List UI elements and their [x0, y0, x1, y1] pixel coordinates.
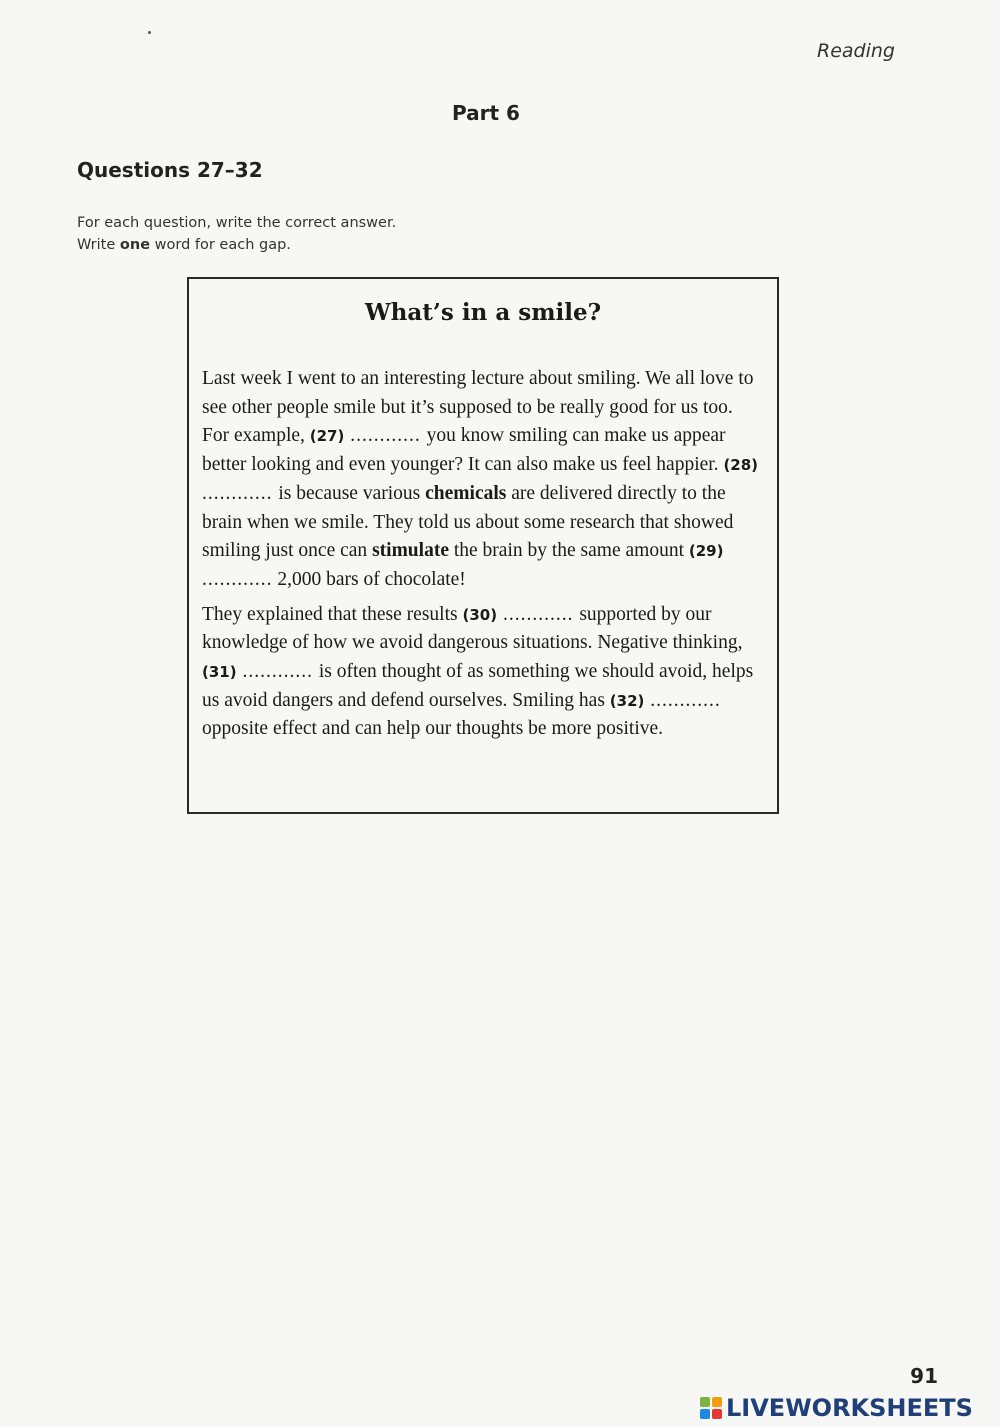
- instruction-line-1: For each question, write the correct answer.: [77, 215, 397, 231]
- gap-27-number: (27): [309, 427, 345, 446]
- logo-text: LIVEWORKSHEETS: [726, 1394, 973, 1422]
- reading-passage-box: [187, 277, 779, 814]
- liveworksheets-logo[interactable]: [700, 1394, 973, 1422]
- keyword-stimulate: stimulate: [372, 540, 449, 562]
- page-number: 91: [910, 1364, 938, 1388]
- questions-title: Questions 27–32: [77, 158, 263, 182]
- scan-mark: [148, 31, 151, 34]
- logo-cell-orange: [712, 1397, 722, 1407]
- gap-30-blank[interactable]: ............: [497, 603, 580, 625]
- part-title: Part 6: [452, 101, 520, 125]
- passage-title: What’s in a smile?: [364, 299, 602, 326]
- logo-cell-green: [700, 1397, 710, 1407]
- gap-32-blank[interactable]: ............: [644, 689, 721, 711]
- gap-28-number: (28): [723, 456, 759, 475]
- gap-28-blank[interactable]: ............: [202, 482, 279, 504]
- paragraph-1: Last week I went to an interesting lecture about smiling. We all love to see other people smile but it’s supposed to be really good for us too. For example, (27) ............ you know smiling can make us appear better looking and even younger? It can also make us feel happier. (28) ............ is because various chemicals are delivered directly to the brain when we smile. They told us about some research that showed smiling just once can stimulate the brain by the same amount (29) ............ 2,000 bars of chocolate!: [202, 368, 759, 590]
- passage-text: [202, 365, 762, 744]
- gap-32-number: (32): [609, 691, 645, 710]
- section-header: Reading: [817, 40, 895, 62]
- gap-31-number: (31): [202, 663, 237, 682]
- instructions: [77, 212, 396, 256]
- logo-cell-red: [712, 1409, 722, 1419]
- gap-31-blank[interactable]: ............: [236, 661, 319, 683]
- gap-30-number: (30): [462, 605, 498, 624]
- keyword-chemicals: chemicals: [425, 482, 507, 504]
- paragraph-2: They explained that these results (30) ............ supported by our knowledge of how we avoid dangerous situations. Negative thinking, (31) ............ is often thought of as something we should avoid, helps us avoid dangers and defend ourselves. Smiling has (32) ............ opposite effect and can help our thoughts be more positive.: [202, 603, 754, 740]
- instruction-line-2: Write one word for each gap.: [77, 237, 291, 253]
- gap-29-number: (29): [688, 542, 724, 561]
- gap-29-blank[interactable]: ............: [202, 568, 273, 590]
- emphasis-one: one: [119, 237, 151, 253]
- logo-grid-icon: [700, 1397, 722, 1419]
- gap-27-blank[interactable]: ............: [344, 425, 427, 447]
- logo-cell-blue: [700, 1409, 710, 1419]
